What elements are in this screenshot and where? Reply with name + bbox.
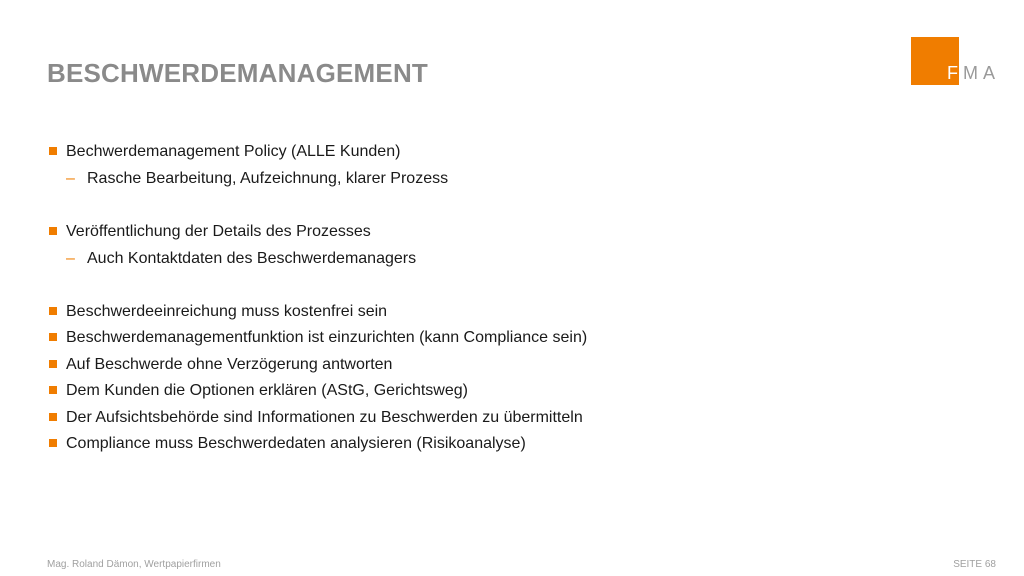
dash-marker: – (66, 170, 75, 187)
dash-marker: – (66, 250, 75, 267)
slide-title: BESCHWERDEMANAGEMENT (47, 58, 428, 88)
bullet-item-veroeffentlichung: Veröffentlichung der Details des Prozesses (66, 223, 371, 240)
bullet-item-funktion: Beschwerdemanagementfunktion ist einzurichten (kann Compliance sein) (66, 329, 588, 346)
bullet-square (49, 386, 57, 394)
footer-page-number: SEITE 68 (953, 559, 996, 570)
bullet-item-kostenfrei: Beschwerdeeinreichung muss kostenfrei sein (66, 303, 388, 320)
logo-first-letter: F (947, 63, 963, 83)
bullet-square (49, 147, 57, 155)
bullet-square (49, 360, 57, 368)
logo-rest-letters: MA (963, 63, 1000, 83)
bullet-item-antworten: Auf Beschwerde ohne Verzögerung antworten (66, 356, 393, 373)
bullet-square (49, 413, 57, 421)
bullet-square (49, 439, 57, 447)
footer-author: Mag. Roland Dämon, Wertpapierfirmen (47, 559, 221, 570)
bullet-square (49, 227, 57, 235)
bullet-item-policy: Bechwerdemanagement Policy (ALLE Kunden) (66, 143, 401, 160)
bullet-square (49, 333, 57, 341)
sub-item-rasche-bearbeitung: Rasche Bearbeitung, Aufzeichnung, klarer Prozess (87, 170, 449, 187)
bullet-item-optionen: Dem Kunden die Optionen erklären (AStG, Gerichtsweg) (66, 382, 468, 399)
sub-item-kontaktdaten: Auch Kontaktdaten des Beschwerdemanagers (87, 250, 417, 267)
bullet-item-risikoanalyse: Compliance muss Beschwerdedaten analysieren (Risikoanalyse) (66, 435, 526, 452)
bullet-item-aufsichtsbehoerde: Der Aufsichtsbehörde sind Informationen zu Beschwerden zu übermitteln (66, 409, 583, 426)
bullet-square (49, 307, 57, 315)
